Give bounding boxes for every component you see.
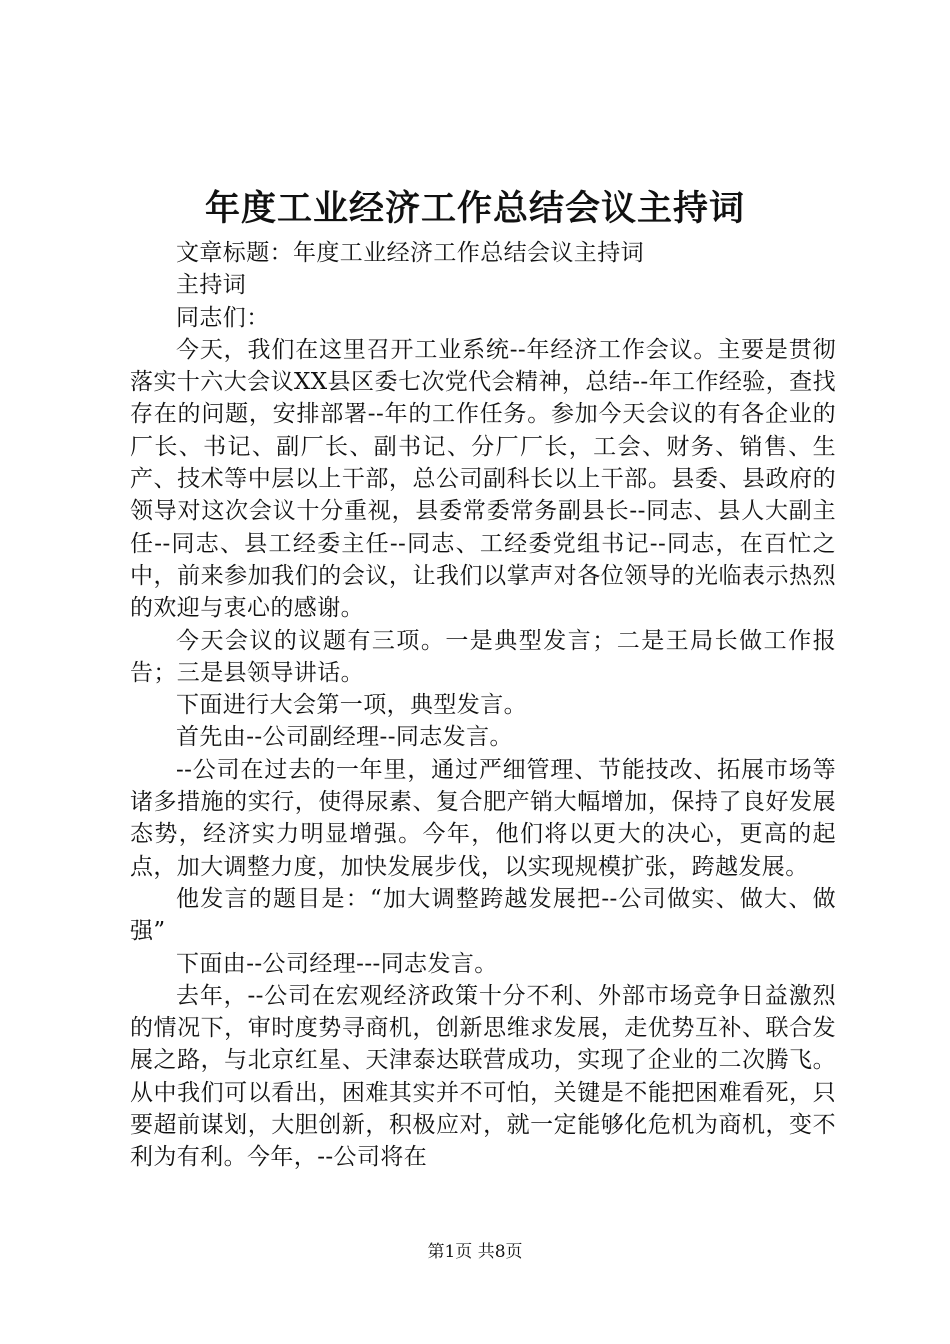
paragraph-first-company: --公司在过去的一年里，通过严细管理、节能技改、拓展市场等诸多措施的实行，使得尿素、复合肥产销大幅增加，保持了良好发展态势，经济实力明显增强。今年，他们将以更大的决心，更高的起点，加大调整力度，加快发展步伐，以实现规模扩张，跨越发展。: [130, 756, 836, 880]
paragraph-first-speaker: 首先由--公司副经理--同志发言。: [176, 724, 513, 751]
document-body: [130, 237, 836, 1174]
paragraph-section-label: 主持词: [176, 272, 247, 299]
paragraph-item-one: 下面进行大会第一项，典型发言。: [176, 692, 527, 719]
paragraph-first-topic: 他发言的题目是：“加大调整跨越发展把--公司做实、做大、做强”: [130, 885, 836, 945]
page-footer: 第1页 共8页: [427, 1242, 523, 1262]
paragraph-salutation: 同志们：: [176, 304, 270, 331]
paragraph-article-title: 文章标题：年度工业经济工作总结会议主持词: [176, 240, 644, 266]
paragraph-second-company: 去年，--公司在宏观经济政策十分不利、外部市场竞争日益激烈的情况下，审时度势寻商机，创新思维求发展，走优势互补、联合发展之路，与北京红星、天津泰达联营成功，实现了企业的二次腾飞。从中我们可以看出，困难其实并不可怕，关键是不能把困难看死，只要超前谋划，大胆创新，积极应对，就一定能够化危机为商机，变不利为有利。今年，--公司将在: [130, 982, 836, 1171]
paragraph-opening: 今天，我们在这里召开工业系统--年经济工作会议。主要是贯彻落实十六大会议XX县区委七次党代会精神，总结--年工作经验，查找存在的问题，安排部署--年的工作任务。参加今天会议的有各企业的厂长、书记、副厂长、副书记、分厂厂长，工会、财务、销售、生产、技术等中层以上干部，总公司副科长以上干部。县委、县政府的领导对这次会议十分重视，县委常委常务副县长--同志、县人大副主任--同志、县工经委主任--同志、工经委党组书记--同志，在百忙之中，前来参加我们的会议，让我们以掌声对各位领导的光临表示热烈的欢迎与衷心的感谢。: [130, 336, 836, 622]
paragraph-second-speaker: 下面由--公司经理---同志发言。: [176, 950, 498, 977]
document-title: 年度工业经济工作总结会议主持词: [204, 188, 745, 229]
paragraph-agenda: 今天会议的议题有三项。一是典型发言；二是王局长做工作报告；三是县领导讲话。: [130, 627, 836, 686]
